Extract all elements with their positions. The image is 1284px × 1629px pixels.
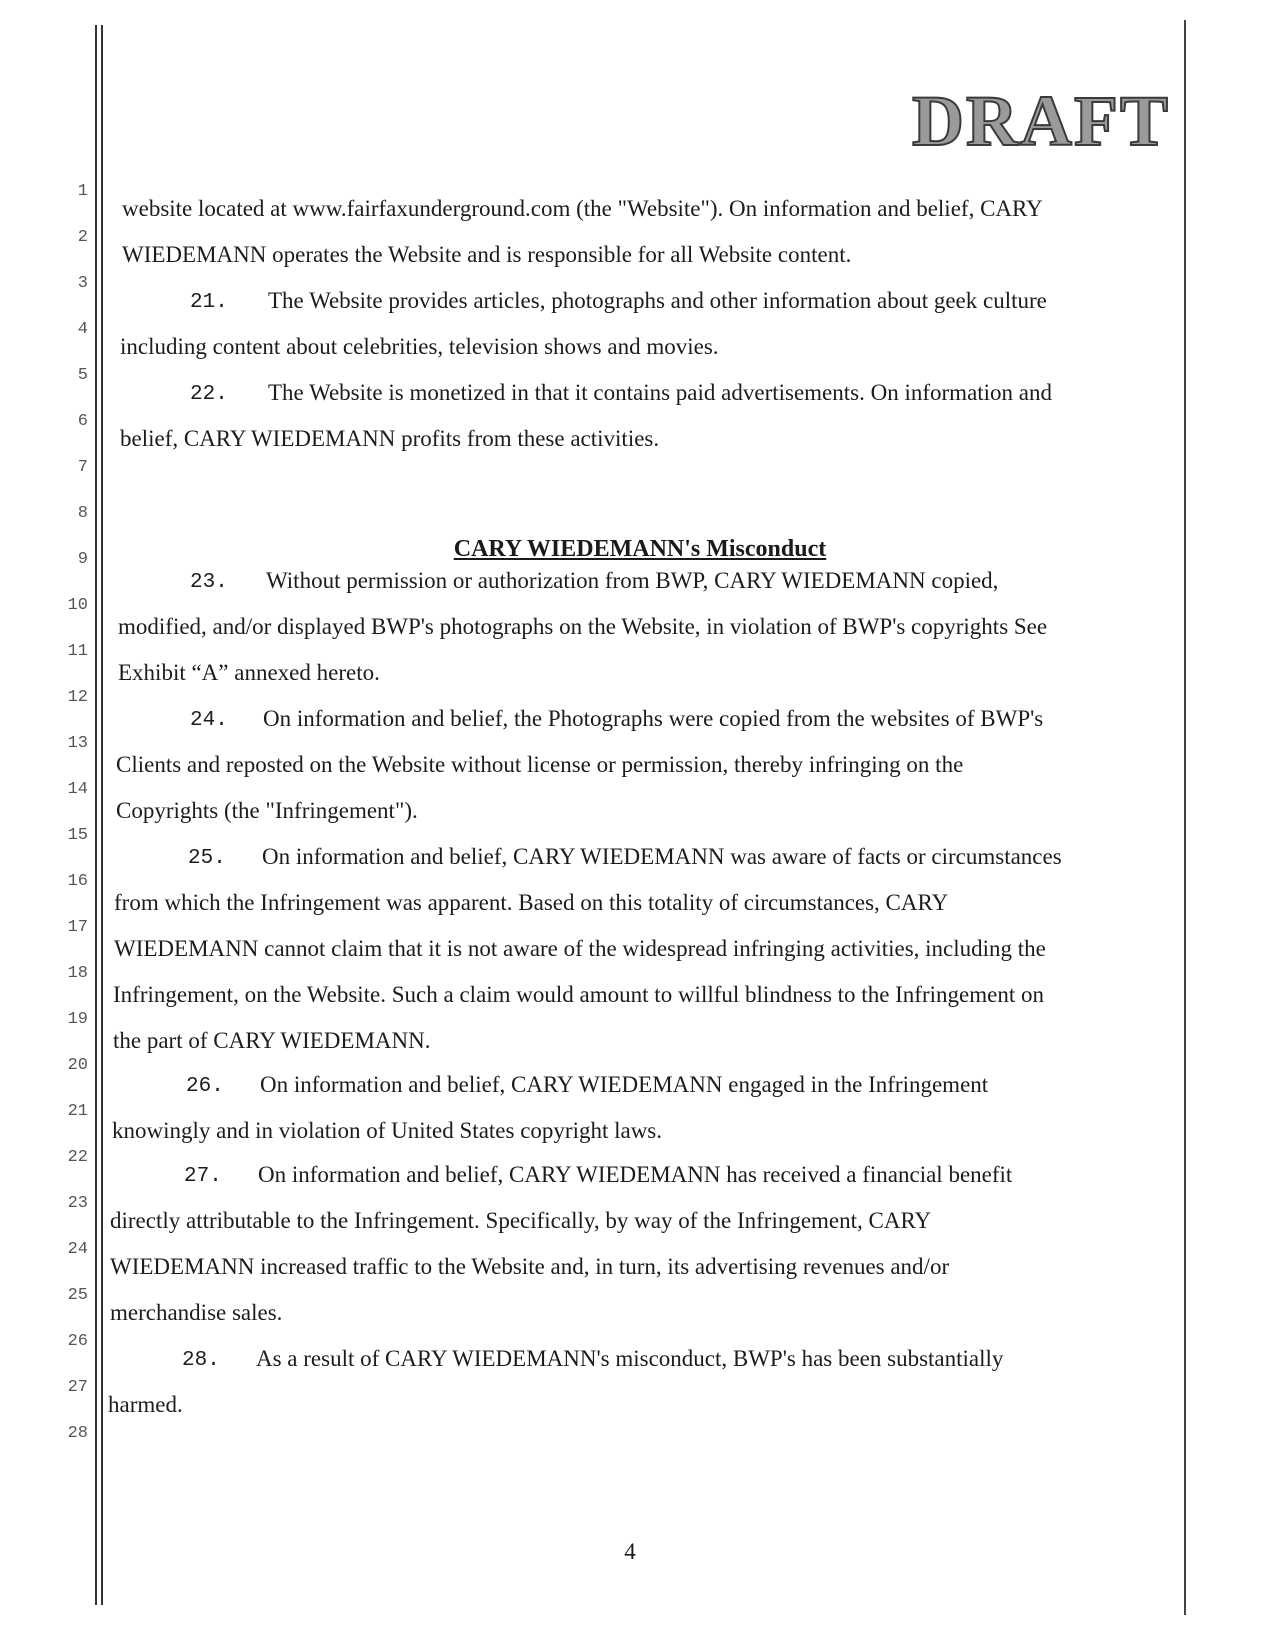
- text-line: from which the Infringement was apparent. Based on this totality of circumstances, CARY: [114, 890, 949, 915]
- line-number: 24: [67, 1240, 88, 1259]
- line-number: 8: [77, 504, 88, 523]
- text-line: the part of CARY WIEDEMANN.: [113, 1028, 431, 1053]
- line-number: 5: [77, 366, 88, 385]
- text-line: On information and belief, CARY WIEDEMANN engaged in the Infringement: [260, 1072, 989, 1097]
- line-number: 26: [67, 1332, 88, 1351]
- text-line: Copyrights (the "Infringement").: [116, 798, 418, 823]
- text-line: modified, and/or displayed BWP's photographs on the Website, in violation of BWP's copyrights See: [118, 614, 1048, 639]
- paragraph-number: 27.: [184, 1165, 222, 1188]
- line-number: 7: [77, 458, 88, 477]
- paragraph-number: 26.: [186, 1075, 224, 1098]
- text-line: WIEDEMANN increased traffic to the Website and, in turn, its advertising revenues and/or: [110, 1254, 950, 1279]
- line-number: 13: [67, 734, 88, 753]
- line-number: 11: [67, 642, 88, 661]
- line-number: 23: [67, 1194, 88, 1213]
- line-number: 6: [77, 412, 88, 431]
- text-line: merchandise sales.: [110, 1300, 283, 1325]
- line-number: 18: [67, 964, 88, 983]
- line-number: 14: [67, 780, 88, 799]
- text-line: including content about celebrities, television shows and movies.: [120, 334, 719, 359]
- line-number: 2: [77, 228, 88, 247]
- text-line: On information and belief, CARY WIEDEMANN was aware of facts or circumstances: [262, 844, 1062, 869]
- page-number: 4: [624, 1539, 636, 1564]
- text-line: The Website provides articles, photographs and other information about geek culture: [268, 288, 1047, 313]
- line-number: 25: [67, 1286, 88, 1305]
- line-number: 4: [77, 320, 88, 339]
- text-line: Without permission or authorization from BWP, CARY WIEDEMANN copied,: [266, 568, 999, 593]
- line-number: 9: [77, 550, 88, 569]
- line-number: 12: [67, 688, 88, 707]
- paragraph-number: 28.: [182, 1349, 220, 1372]
- text-line: As a result of CARY WIEDEMANN's misconduct, BWP's has been substantially: [256, 1346, 1004, 1371]
- section-heading: CARY WIEDEMANN's Misconduct: [453, 536, 827, 562]
- text-line: On information and belief, the Photographs were copied from the websites of BWP's: [263, 706, 1044, 731]
- paragraph-number: 25.: [188, 847, 226, 870]
- text-line: Infringement, on the Website. Such a claim would amount to willful blindness to the Infringement on: [113, 982, 1044, 1007]
- line-number: 17: [67, 918, 88, 937]
- text-line: On information and belief, CARY WIEDEMANN has received a financial benefit: [258, 1162, 1013, 1187]
- left-margin-rule: [95, 25, 97, 1605]
- draft-watermark: DRAFT: [912, 81, 1170, 161]
- line-number: 27: [67, 1378, 88, 1397]
- text-line: knowingly and in violation of United States copyright laws.: [112, 1118, 663, 1143]
- left-margin-rule-inner: [101, 25, 103, 1605]
- text-line: belief, CARY WIEDEMANN profits from these activities.: [120, 426, 660, 451]
- paragraph-number: 24.: [190, 709, 228, 732]
- line-number: 15: [67, 826, 88, 845]
- line-number: 21: [67, 1102, 88, 1121]
- text-line: directly attributable to the Infringement. Specifically, by way of the Infringement, CARY: [110, 1208, 932, 1233]
- text-line: WIEDEMANN operates the Website and is responsible for all Website content.: [122, 242, 852, 267]
- right-margin-rule: [1184, 20, 1186, 1615]
- text-line: The Website is monetized in that it contains paid advertisements. On information and: [268, 380, 1053, 405]
- line-number: 1: [77, 182, 88, 201]
- line-number: 19: [67, 1010, 88, 1029]
- line-number: 20: [67, 1056, 88, 1075]
- text-line: WIEDEMANN cannot claim that it is not aware of the widespread infringing activities, including the: [114, 936, 1046, 961]
- text-line: Exhibit “A” annexed hereto.: [118, 660, 380, 685]
- line-number: 22: [67, 1148, 88, 1167]
- line-number: 10: [67, 596, 88, 615]
- text-line: website located at www.fairfaxunderground.com (the "Website"). On information and belief, CARY: [122, 196, 1043, 221]
- paragraph-number: 21.: [190, 291, 228, 314]
- line-number: 16: [67, 872, 88, 891]
- text-line: Clients and reposted on the Website without license or permission, thereby infringing on the: [116, 752, 964, 777]
- paragraph-number: 23.: [190, 571, 228, 594]
- line-number: 3: [77, 274, 88, 293]
- paragraph-number: 22.: [190, 383, 228, 406]
- text-line: harmed.: [108, 1392, 183, 1417]
- line-number: 28: [67, 1424, 88, 1443]
